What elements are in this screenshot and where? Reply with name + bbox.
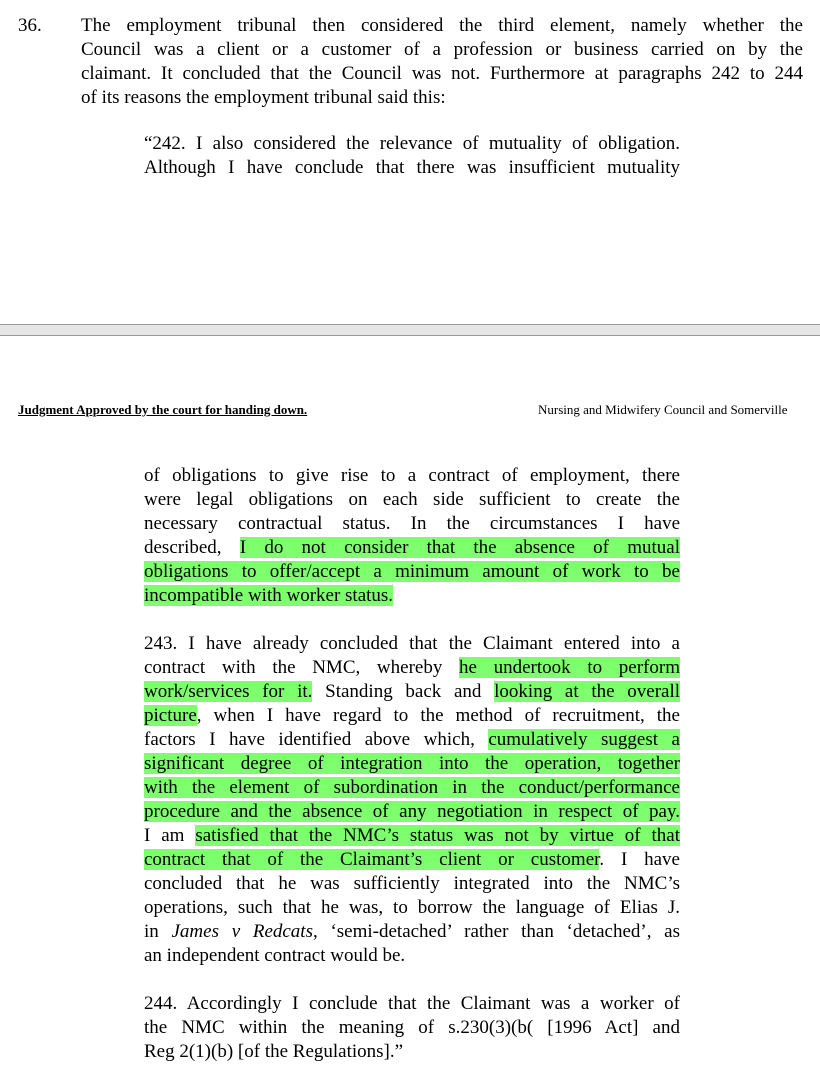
quote-line	[144, 848, 680, 872]
quote-line: “242. I also considered the relevance of mutuality of obligation.	[144, 133, 680, 154]
highlighted-text: looking at the overall	[494, 681, 681, 702]
quote-line	[144, 920, 680, 944]
quote-line: were legal obligations on each side sufficient to create the	[144, 489, 680, 510]
case-citation: James v Redcats	[171, 921, 313, 942]
quote-line: 243. I have already concluded that the Claimant entered into a	[144, 633, 680, 654]
quote-line	[144, 800, 680, 824]
quote-line	[144, 656, 680, 680]
quote-paragraph-243	[144, 632, 680, 968]
quote-242-start	[144, 132, 680, 180]
quote-line: Although I have conclude that there was insufficient mutuality	[144, 157, 680, 178]
quote-line	[144, 728, 680, 752]
quote-line	[144, 536, 680, 560]
text-segment: in	[144, 921, 172, 942]
text-segment: contract with the NMC, whereby	[144, 657, 460, 678]
quote-line	[144, 776, 680, 800]
text-segment: I am	[144, 825, 196, 846]
quote-line: operations, such that he was, to borrow the language of Elias J.	[144, 897, 680, 918]
highlighted-text: procedure and the absence of any negotiation in respect of pay.	[144, 801, 680, 822]
quote-line: Reg 2(1)(b) [of the Regulations].”	[144, 1041, 404, 1062]
highlighted-text: contract that of the Claimant’s client or customer	[144, 849, 600, 870]
highlighted-text: work/services for it.	[144, 681, 313, 702]
quote-line	[144, 824, 680, 848]
quote-line	[144, 560, 680, 584]
quote-line: 244. Accordingly I conclude that the Claimant was a worker of	[144, 993, 680, 1014]
highlighted-text: satisfied that the NMC’s status was not by virtue of that	[195, 825, 680, 846]
paragraph-line: The employment tribunal then considered the third element, namely whether the	[81, 15, 803, 36]
text-segment: described,	[144, 537, 240, 558]
highlighted-text: obligations to offer/accept a minimum amount of work to be	[144, 561, 680, 582]
quote-line	[144, 584, 680, 608]
quote-line: concluded that he was sufficiently integrated into the NMC’s	[144, 873, 680, 894]
quote-line	[144, 704, 680, 728]
quote-paragraph-244	[144, 992, 680, 1064]
judgment-header-title: Judgment Approved by the court for handing down.	[18, 402, 308, 417]
highlighted-text: incompatible with worker status.	[144, 585, 394, 606]
paragraph-line: Council was a client or a customer of a profession or business carried on by the	[81, 39, 803, 60]
quote-line: necessary contractual status. In the circumstances I have	[144, 513, 680, 534]
paragraph-line: claimant. It concluded that the Council was not. Furthermore at paragraphs 242 to 244	[81, 63, 803, 84]
text-segment: , ‘semi-detached’ rather than ‘detached’, as	[312, 921, 681, 942]
paragraph-36	[81, 14, 803, 110]
quote-line: of obligations to give rise to a contract of employment, there	[144, 465, 680, 486]
highlighted-text: picture	[144, 705, 197, 726]
paragraph-line: of its reasons the employment tribunal said this:	[81, 87, 446, 108]
text-segment: , when I have regard to the method of recruitment, the	[196, 705, 680, 726]
quote-line: an independent contract would be.	[144, 945, 406, 966]
highlighted-text: significant degree of integration into the operation, together	[144, 753, 680, 774]
quoted-reasons	[144, 464, 680, 1088]
highlighted-text: he undertook to perform	[459, 657, 680, 678]
highlighted-text: with the element of subordination in the conduct/performance	[144, 777, 680, 798]
highlighted-text: I do not consider that the absence of mutual	[239, 537, 680, 558]
quote-line	[144, 680, 680, 704]
quote-paragraph-242-cont	[144, 464, 680, 608]
quote-line	[144, 752, 680, 776]
text-segment: factors I have identified above which,	[144, 729, 489, 750]
paragraph-number: 36.	[18, 15, 42, 36]
text-segment: Standing back and	[312, 681, 495, 702]
highlighted-text: cumulatively suggest a	[488, 729, 680, 750]
case-name-header: Nursing and Midwifery Council and Somerville	[538, 402, 788, 417]
quote-line: the NMC within the meaning of s.230(3)(b( [1996 Act] and	[144, 1017, 680, 1038]
text-segment: . I have	[599, 849, 680, 870]
page-break-separator	[0, 324, 820, 336]
